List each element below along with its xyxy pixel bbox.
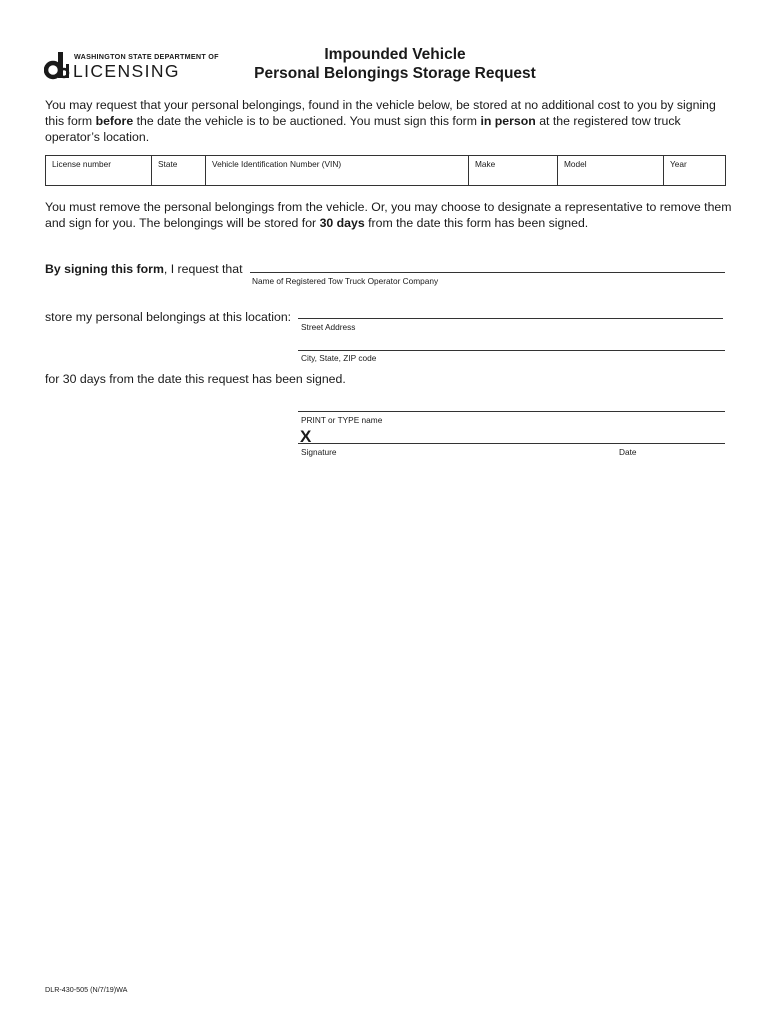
duration-text: for 30 days from the date this request has been signed. xyxy=(45,372,346,386)
company-name-caption: Name of Registered Tow Truck Operator Company xyxy=(252,276,439,286)
vehicle-info-table xyxy=(45,155,726,186)
city-state-zip-caption: City, State, ZIP code xyxy=(301,353,377,363)
form-number: DLR-430-505 (N/7/19)WA xyxy=(45,985,128,994)
notice-paragraph xyxy=(45,199,735,231)
vin-field[interactable] xyxy=(206,156,469,186)
intro-bold-before: before xyxy=(95,114,134,128)
signature-x-mark: X xyxy=(300,427,312,446)
year-label: Year xyxy=(670,159,687,169)
notice-text-2: from the date this form has been signed. xyxy=(364,216,589,230)
dol-logo xyxy=(44,50,219,82)
state-field[interactable] xyxy=(152,156,206,186)
logo-licensing: LICENSING xyxy=(73,61,180,81)
form-title-line1: Impounded Vehicle xyxy=(324,46,466,63)
street-address-line[interactable] xyxy=(298,318,723,319)
city-state-zip-line[interactable] xyxy=(298,350,725,351)
model-label: Model xyxy=(564,159,587,169)
model-field[interactable] xyxy=(558,156,664,186)
street-address-caption: Street Address xyxy=(301,322,356,332)
request-lead-bold: By signing this form xyxy=(45,262,164,276)
signature-line[interactable] xyxy=(298,443,725,444)
company-name-line[interactable] xyxy=(250,272,725,273)
print-name-line[interactable] xyxy=(298,411,725,412)
intro-paragraph xyxy=(45,97,735,145)
signature-caption: Signature xyxy=(301,447,337,457)
intro-text-3: at the registered tow truck operator’s location. xyxy=(45,114,681,144)
print-name-caption: PRINT or TYPE name xyxy=(301,415,383,425)
date-caption: Date xyxy=(619,447,637,457)
make-field[interactable] xyxy=(469,156,558,186)
notice-text-1: You must remove the personal belongings from the vehicle. Or, you may choose to designate a representative to remove them and sign for you. The belongings will be stored for xyxy=(45,200,732,230)
store-location-label: store my personal belongings at this location: xyxy=(45,310,292,324)
state-label: State xyxy=(158,159,178,169)
intro-text-1: You may request that your personal belongings, found in the vehicle below, be stored at no additional cost to you by signing this form xyxy=(45,98,716,128)
license-number-label: License number xyxy=(52,159,112,169)
intro-bold-in-person: in person xyxy=(480,114,536,128)
form-title-line2: Personal Belongings Storage Request xyxy=(254,65,536,82)
dol-mark-icon xyxy=(44,50,72,80)
make-label: Make xyxy=(475,159,496,169)
request-lead-rest: , I request that xyxy=(163,262,243,276)
intro-text-2: the date the vehicle is to be auctioned. You must sign this form xyxy=(133,114,481,128)
year-field[interactable] xyxy=(664,156,726,186)
logo-department: WASHINGTON STATE DEPARTMENT OF xyxy=(74,52,219,61)
notice-bold-30-days: 30 days xyxy=(319,216,365,230)
vin-label: Vehicle Identification Number (VIN) xyxy=(212,159,342,169)
request-lead xyxy=(45,262,242,276)
license-number-field[interactable] xyxy=(46,156,152,186)
